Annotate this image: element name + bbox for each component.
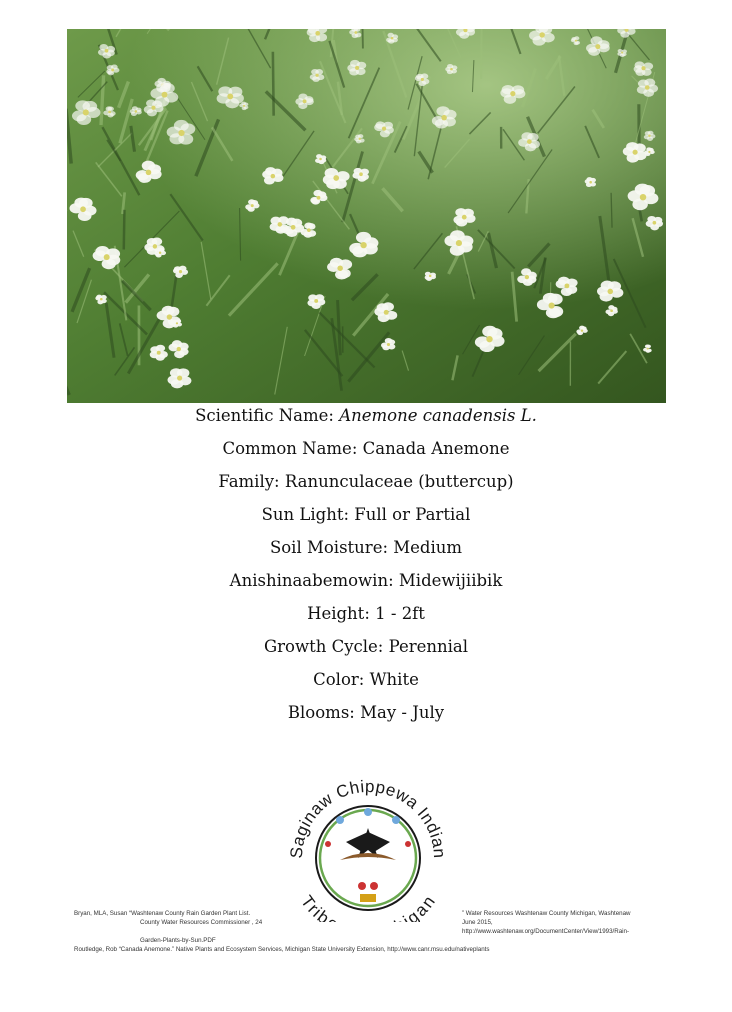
field-value: Full or Partial — [354, 505, 471, 524]
reference-line: Bryan, MLA, Susan “Washtenaw County Rain Garden Plant List. — [74, 910, 251, 917]
field-label: Blooms: — [287, 703, 355, 722]
field-label: Common Name: — [222, 439, 358, 458]
height-row — [0, 602, 732, 635]
blooms-row — [0, 701, 732, 734]
field-label: Height: — [307, 604, 370, 623]
field-label: Growth Cycle: — [263, 637, 384, 656]
field-value: Ranunculaceae (buttercup) — [284, 472, 514, 491]
common-name-row — [0, 437, 732, 470]
reference-line: http://www.washtenaw.org/DocumentCenter/View/1993/Rain- — [462, 928, 630, 935]
anemone-photo — [67, 29, 666, 403]
field-label: Anishinaabemowin: — [229, 571, 394, 590]
field-value: Anemone canadensis L. — [339, 406, 537, 425]
vine-ring — [320, 810, 416, 906]
eagle-feather-emblem — [340, 828, 396, 902]
reference-line: County Water Resources Commissioner , 24 — [140, 919, 263, 926]
soil-moisture-row — [0, 536, 732, 569]
field-label: Soil Moisture: — [269, 538, 389, 557]
field-value: Medium — [393, 538, 463, 557]
field-label: Sun Light: — [261, 505, 350, 524]
references — [74, 910, 674, 955]
anemone-flower — [634, 61, 654, 75]
plant-facts — [0, 404, 732, 734]
field-label: Scientific Name: — [195, 406, 334, 425]
tribe-seal-logo — [280, 762, 456, 922]
reference-line: ” Water Resources Washtenaw County Michigan, Washtenaw — [462, 910, 631, 917]
reference-line: Garden-Plants-by-Sun.PDF — [140, 937, 216, 944]
sun-light-row — [0, 503, 732, 536]
scientific-name-row — [0, 404, 732, 437]
field-value: Canada Anemone — [362, 439, 510, 458]
anishinaabemowin-row — [0, 569, 732, 602]
color-row — [0, 668, 732, 701]
logo-bottom-text: Trib igan — [296, 891, 440, 922]
family-row — [0, 470, 732, 503]
growth-cycle-row — [0, 635, 732, 668]
field-label: Family: — [218, 472, 280, 491]
field-label: Color: — [313, 670, 365, 689]
field-value: White — [369, 670, 419, 689]
reference-line: June 2015, — [462, 919, 493, 926]
logo-top-text: Saginaw Chippewa Indian — [286, 776, 450, 860]
field-value: Midewijiibik — [398, 571, 503, 590]
reference-line: Routledge, Rob “Canada Anemone.” Native Plants and Ecosystem Services, Michigan State University Extension, http://www.canr.msu.edu/nativeplants — [74, 946, 490, 953]
field-value: 1 - 2ft — [375, 604, 425, 623]
field-value: May - July — [360, 703, 445, 722]
field-value: Perennial — [388, 637, 469, 656]
